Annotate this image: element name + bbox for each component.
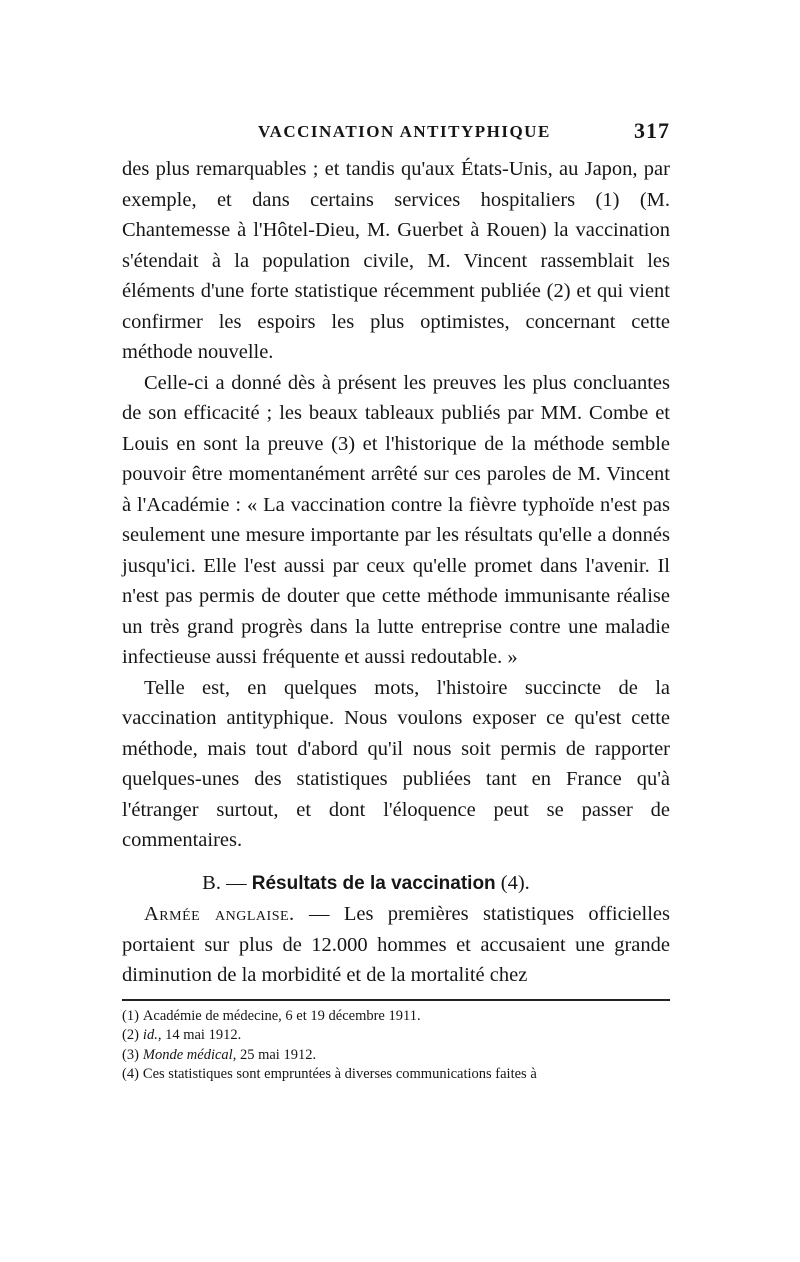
footnote-text: Académie de médecine, 6 et 19 décembre 1911. [142, 1007, 421, 1024]
footnote-italic: id. [142, 1027, 158, 1043]
section-title: Résultats de la vaccination [251, 872, 496, 894]
footnote-rule [122, 999, 670, 1001]
section-paragraph [122, 899, 670, 991]
page-number: 317 [634, 118, 670, 143]
paragraph-3: Telle est, en quelques mots, l'histoire succincte de la vaccination antityphique. Nous voulons exposer ce qu'est cette méthode, mais tout d'abord qu'il nous soit permis de rapporter quelques-unes des statistiques publiées tant en France qu'à l'étranger surtout, et dont l'éloquence peut se passer de commentaires. [122, 676, 670, 851]
running-head [122, 118, 670, 154]
footnote-mark: (2) [122, 1027, 139, 1043]
book-page [122, 118, 670, 1085]
footnote-italic: Monde médical [142, 1046, 233, 1063]
footnote-text: , 25 mai 1912. [232, 1046, 317, 1063]
paragraph-1: des plus remarquables ; et tandis qu'aux États-Unis, au Japon, par exemple, et dans certains services hospitaliers (1) (M. Chantemesse à l'Hôtel-Dieu, M. Guerbet à Rouen) la vaccination s'étendait à la population civile, M. Vincent rassemblait les éléments d'une forte statistique récemment publiée (2) et qui vient confirmer les espoirs les plus optimistes, concernant cette méthode nouvelle. [122, 158, 670, 363]
section-letter: B. — [202, 871, 247, 894]
footnote-3 [122, 1046, 670, 1066]
footnote-mark: (3) [122, 1046, 139, 1063]
running-title: VACCINATION ANTITYPHIQUE [258, 122, 551, 141]
footnote-mark: (1) [122, 1007, 139, 1024]
footnotes [122, 1007, 670, 1085]
section-note-ref: (4). [500, 871, 530, 894]
footnote-2 [122, 1026, 670, 1046]
footnote-text: Ces statistiques sont empruntées à diverses communications faites à [142, 1066, 537, 1082]
footnote-4 [122, 1065, 670, 1085]
section-lead: Armée anglaise. [144, 903, 295, 925]
body-text [122, 154, 670, 991]
footnote-mark: (4) [122, 1066, 139, 1082]
footnote-text: , 14 mai 1912. [157, 1027, 242, 1043]
footnote-1 [122, 1007, 670, 1027]
section-text: — Les premières statistiques officielles portaient sur plus de 12.000 hommes et accusaient une grande diminution de la morbidité et de la mortalité chez [122, 903, 670, 986]
paragraph-2: Celle-ci a donné dès à présent les preuves les plus concluantes de son efficacité ; les beaux tableaux publiés par MM. Combe et Louis en sont la preuve (3) et l'historique de la méthode semble pouvoir être momentanément arrêté sur ces paroles de M. Vincent à l'Académie : « La vaccination contre la fièvre typhoïde n'est pas seulement une mesure importante par les résultats qu'elle a donnés jusqu'ici. Elle l'est aussi par ceux qu'elle promet dans l'avenir. Il n'est pas permis de douter que cette méthode immunisante réalise un très grand progrès dans la lutte entreprise contre une maladie infectieuse aussi fréquente et aussi redoutable. » [122, 371, 670, 668]
section-heading [122, 868, 670, 900]
